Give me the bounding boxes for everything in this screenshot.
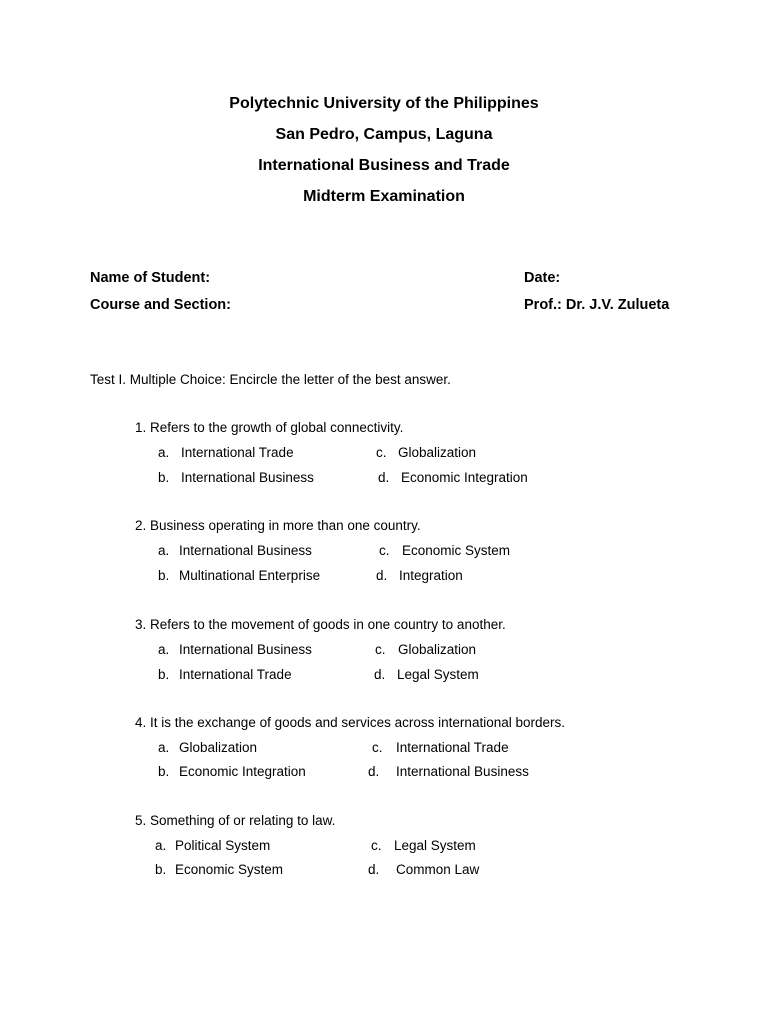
choice-letter: c. [379, 543, 390, 558]
choice-text: International Business [396, 764, 529, 779]
choice-text: Common Law [396, 862, 480, 877]
university-title: Polytechnic University of the Philippines [229, 95, 539, 112]
choice-letter: b. [158, 667, 170, 682]
choice-text: International Trade [396, 740, 509, 755]
exam-title: Midterm Examination [303, 188, 465, 205]
choice-letter: a. [158, 642, 170, 657]
choice-c[interactable] [379, 542, 510, 560]
choice-text: Globalization [398, 642, 477, 657]
choice-text: Economic System [402, 543, 511, 558]
test-instructions: Test I. Multiple Choice: Encircle the letter of the best answer. [90, 372, 451, 387]
question-text: 1. Refers to the growth of global connectivity. [135, 420, 404, 435]
choice-text: International Business [181, 470, 314, 485]
choice-text: Globalization [179, 740, 258, 755]
choice-a[interactable] [158, 739, 257, 757]
choice-text: International Trade [181, 445, 294, 460]
choice-letter: d. [374, 667, 386, 682]
choice-text: Legal System [394, 838, 476, 853]
choice-text: Multinational Enterprise [179, 568, 321, 583]
campus-title: San Pedro, Campus, Laguna [275, 126, 493, 143]
choice-a[interactable] [158, 444, 294, 462]
choice-letter: b. [158, 568, 170, 583]
choice-d[interactable] [376, 567, 463, 585]
choice-letter: b. [158, 470, 170, 485]
question-text: 4. It is the exchange of goods and services across international borders. [135, 715, 565, 730]
choice-a[interactable] [155, 837, 270, 855]
choice-letter: a. [158, 445, 170, 460]
choice-text: International Trade [179, 667, 292, 682]
choice-b[interactable] [158, 469, 314, 487]
question-4 [0, 714, 768, 794]
choice-text: Political System [175, 838, 271, 853]
course-section-label: Course and Section: [90, 297, 231, 313]
choice-letter: c. [371, 838, 382, 853]
choice-b[interactable] [155, 861, 283, 879]
question-text: 2. Business operating in more than one country. [135, 518, 421, 533]
choice-c[interactable] [371, 837, 476, 855]
choice-letter: a. [155, 838, 167, 853]
choice-a[interactable] [158, 542, 312, 560]
choice-d[interactable] [368, 763, 529, 781]
choice-c[interactable] [375, 641, 476, 659]
choice-text: Economic System [175, 862, 284, 877]
question-text: 3. Refers to the movement of goods in one country to another. [135, 617, 506, 632]
choice-letter: c. [375, 642, 386, 657]
choice-letter: d. [376, 568, 388, 583]
choice-letter: d. [378, 470, 390, 485]
choice-letter: a. [158, 543, 170, 558]
choice-b[interactable] [158, 763, 306, 781]
choice-text: International Business [179, 543, 312, 558]
choice-text: Globalization [398, 445, 477, 460]
choice-letter: d. [368, 862, 380, 877]
choice-c[interactable] [372, 739, 509, 757]
choice-letter: c. [372, 740, 383, 755]
professor-label: Prof.: Dr. J.V. Zulueta [524, 297, 670, 313]
choice-text: Integration [399, 568, 463, 583]
question-1 [0, 419, 768, 499]
choice-letter: d. [368, 764, 380, 779]
choice-letter: b. [158, 764, 170, 779]
question-5 [0, 812, 768, 892]
choice-a[interactable] [158, 641, 312, 659]
choice-letter: c. [376, 445, 387, 460]
student-name-label: Name of Student: [90, 270, 211, 286]
choice-text: Economic Integration [401, 470, 528, 485]
choice-d[interactable] [374, 666, 479, 684]
choice-d[interactable] [368, 861, 479, 879]
choice-b[interactable] [158, 666, 292, 684]
choice-letter: a. [158, 740, 170, 755]
choice-text: International Business [179, 642, 312, 657]
date-label: Date: [524, 270, 561, 286]
choice-letter: b. [155, 862, 167, 877]
choice-text: Economic Integration [179, 764, 306, 779]
question-2 [0, 517, 768, 597]
question-text: 5. Something of or relating to law. [135, 813, 336, 828]
choice-c[interactable] [376, 444, 476, 462]
choice-d[interactable] [378, 469, 528, 487]
choice-text: Legal System [397, 667, 479, 682]
question-3 [0, 616, 768, 696]
course-title: International Business and Trade [258, 157, 510, 174]
choice-b[interactable] [158, 567, 320, 585]
